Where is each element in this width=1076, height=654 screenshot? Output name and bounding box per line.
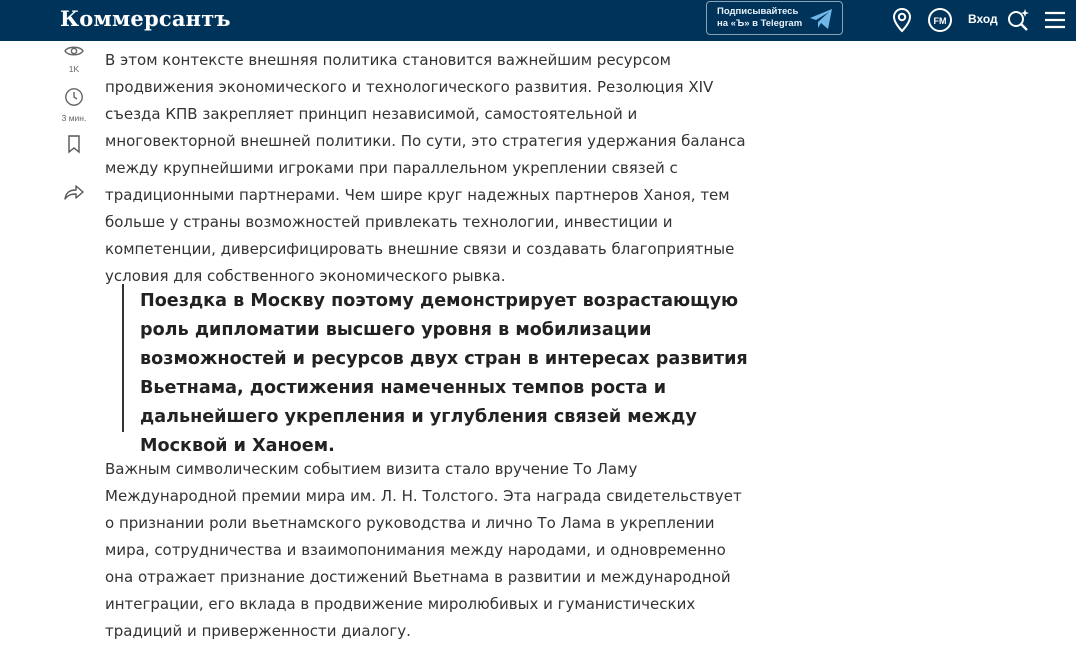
article-paragraph: В этом контексте внешняя политика становится важнейшим ресурсом продвижения экономического и технологического развития. Резолюция XIV съезда КПВ закрепляет принцип независимой, самостоятельной и многовекторной внешней политики. По сути, это стратегия удержания баланса между крупнейшими игроками при параллельном укреплении связей с традиционными партнерами. Чем шире круг надежных партнеров Ханоя, тем больше у страны возможностей привлекать технологии, инвестиции и компетенции, диверсифицировать внешние связи и создавать благоприятные условия для собственного экономического рывка. — [105, 51, 746, 285]
top-navigation-bar — [0, 0, 1076, 41]
location-pin-icon[interactable] — [890, 6, 914, 34]
eye-icon — [64, 44, 84, 58]
fm-radio-icon[interactable] — [927, 6, 953, 34]
bookmark-icon — [65, 134, 83, 154]
views-count: 1K — [68, 64, 80, 74]
login-link[interactable]: Вход — [968, 12, 998, 26]
read-time — [59, 87, 89, 123]
telegram-subscribe-button[interactable] — [706, 1, 843, 35]
menu-icon[interactable] — [1043, 6, 1067, 34]
telegram-subscribe-line1: Подписывайтесь — [717, 6, 799, 17]
share-button[interactable] — [59, 182, 89, 207]
pull-quote-text: Поездка в Москву поэтому демонстрирует возрастающую роль дипломатии высшего уровня в мобилизации возможностей и ресурсов двух стран в интересах развития Вьетнама, достижения намеченных темпов роста и дальнейшего укрепления и углубления связей между Москвой и Ханоем. — [140, 291, 748, 456]
share-icon — [63, 182, 85, 202]
svg-text:FM: FM — [933, 16, 947, 26]
article-paragraph: Важным символическим событием визита стало вручение То Ламу Международной премии мира им. Л. Н. Толстого. Эта награда свидетельствует о признании роли вьетнамского руководства и лично То Лама в укреплении мира, сотрудничества и взаимопонимания между народами, и одновременно она отражает признание достижений Вьетнама в развитии и международной интеграции, его вклада в продвижение миролюбивых и гуманистических традиций и приверженности диалогу. — [105, 460, 742, 640]
views-counter — [59, 44, 89, 74]
telegram-subscribe-line2: на «Ъ» в Telegram — [717, 18, 803, 29]
site-logo[interactable]: Коммерсантъ — [60, 6, 231, 31]
article-pull-quote — [122, 284, 762, 456]
telegram-subscribe-label — [717, 6, 802, 30]
bookmark-button[interactable] — [59, 134, 89, 159]
read-time-label: 3 мин. — [61, 113, 87, 123]
clock-icon — [64, 87, 84, 107]
search-icon[interactable] — [1005, 6, 1031, 34]
telegram-icon — [808, 7, 834, 31]
